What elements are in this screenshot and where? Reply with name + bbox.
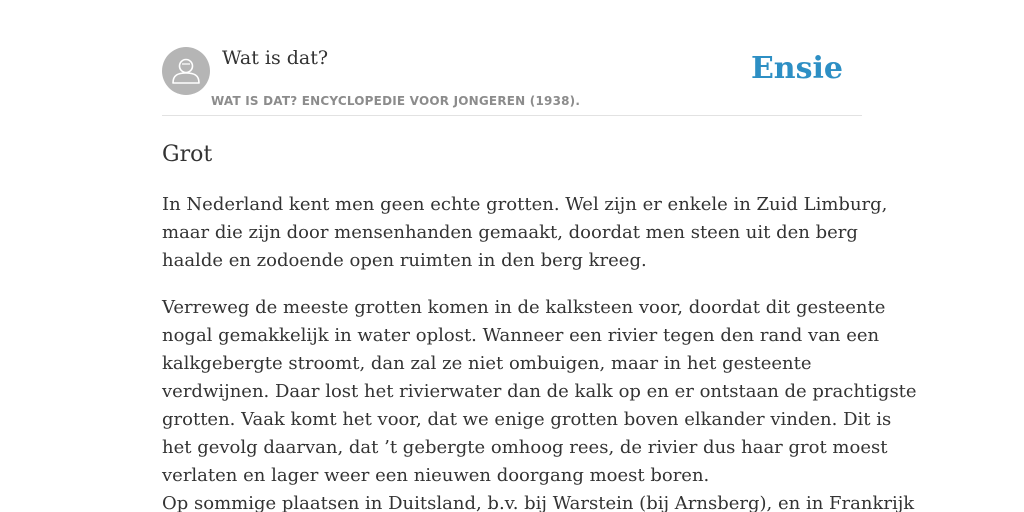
paragraph-2-line: verlaten en lager weer een nieuwen doorgang moest boren. — [162, 465, 710, 486]
entry-title: Grot — [162, 142, 213, 167]
source-header — [162, 0, 862, 116]
paragraph-2-line: kalkgebergte stroomt, dan zal ze niet ombuigen, maar in het gesteente — [162, 353, 812, 374]
source-subtitle[interactable]: WAT IS DAT? ENCYCLOPEDIE VOOR JONGEREN (1938). — [211, 94, 581, 108]
source-title[interactable]: Wat is dat? — [222, 47, 329, 69]
paragraph-1-line: In Nederland kent men geen echte grotten. Wel zijn er enkele in Zuid Limburg, — [162, 194, 888, 215]
user-icon — [162, 47, 210, 95]
paragraph-2-line: Verreweg de meeste grotten komen in de kalksteen voor, doordat dit gesteente — [162, 297, 886, 318]
paragraph-2-line: grotten. Vaak komt het voor, dat we enige grotten boven elkander vinden. Dit is — [162, 409, 892, 430]
paragraph-1-line: maar die zijn door mensenhanden gemaakt, doordat men steen uit den berg — [162, 222, 858, 243]
paragraph-2-line: nogal gemakkelijk in water oplost. Wanneer een rivier tegen den rand van een — [162, 325, 880, 346]
brand-logo[interactable]: Ensie — [750, 51, 843, 86]
content-column — [162, 0, 917, 512]
entry-body — [162, 191, 917, 512]
paragraph-1-line: haalde en zodoende open ruimten in den berg kreeg. — [162, 250, 647, 271]
avatar[interactable] — [162, 47, 210, 95]
paragraph-2-line: het gevolg daarvan, dat ’t gebergte omhoog rees, de rivier dus haar grot moest — [162, 437, 888, 458]
paragraph-2-line: verdwijnen. Daar lost het rivierwater dan de kalk op en er ontstaan de prachtigste — [162, 381, 917, 402]
paragraph-gap — [162, 275, 862, 294]
paragraph-2-line: Op sommige plaatsen in Duitsland, b.v. bij Warstein (bij Arnsberg), en in Frankrijk — [162, 493, 915, 512]
